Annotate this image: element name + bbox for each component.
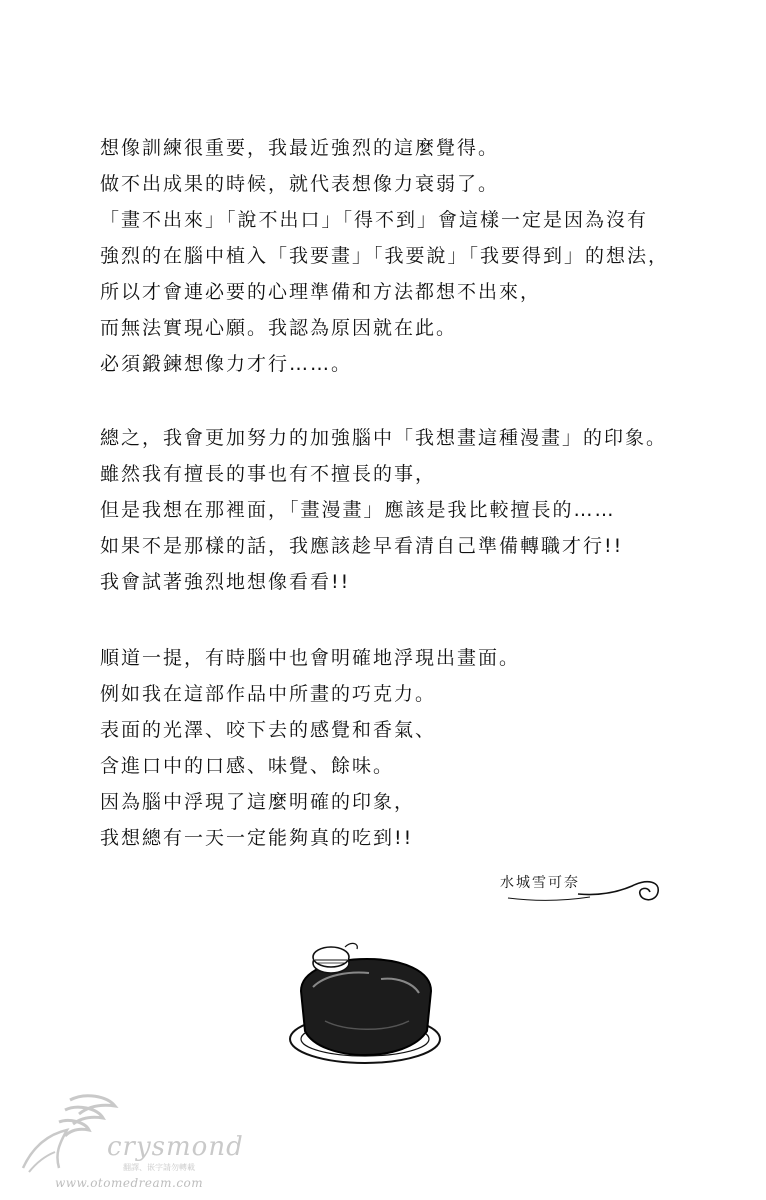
text-line: 順道一提，有時腦中也會明確地浮現出畫面。 xyxy=(100,647,521,669)
text-line: 含進口中的口感、味覺、餘味。 xyxy=(100,755,395,777)
text-line: 我會試著強烈地想像看看!! xyxy=(100,571,351,593)
watermark-url: www.otomedream.com xyxy=(55,1176,204,1190)
text-line: 所以才會連必要的心理準備和方法都想不出來， xyxy=(100,281,542,303)
text-line: 但是我想在那裡面，「畫漫畫」應該是我比較擅長的…… xyxy=(100,499,616,521)
text-line: 表面的光澤、咬下去的感覺和香氣、 xyxy=(100,719,437,741)
author-signature xyxy=(500,860,670,920)
text-line: 因為腦中浮現了這麼明確的印象， xyxy=(100,791,416,813)
text-line: 做不出成果的時候，就代表想像力衰弱了。 xyxy=(100,173,500,195)
text-line: 我想總有一天一定能夠真的吃到!! xyxy=(100,827,414,849)
signature-text: 水城雪可奈 xyxy=(500,875,580,891)
text-line: 而無法實現心願。我認為原因就在此。 xyxy=(100,317,458,339)
watermark-subtitle: 翻譯、嵌字請勿轉載 xyxy=(123,1163,195,1172)
text-line: 強烈的在腦中植入「我要畫」「我要說」「我要得到」的想法， xyxy=(100,245,670,267)
watermark-brand: crysmond xyxy=(107,1132,244,1162)
text-line: 總之，我會更加努力的加強腦中「我想畫這種漫畫」的印象。 xyxy=(100,427,668,449)
chocolate-cake-icon xyxy=(285,935,445,1070)
paragraph-1 xyxy=(100,130,700,382)
text-line: 「畫不出來」「說不出口」「得不到」會這樣一定是因為沒有 xyxy=(100,209,649,231)
paragraph-3 xyxy=(100,640,700,856)
text-line: 如果不是那樣的話，我應該趁早看清自己準備轉職才行!! xyxy=(100,535,624,557)
text-line: 想像訓練很重要，我最近強烈的這麼覺得。 xyxy=(100,137,500,159)
text-line: 例如我在這部作品中所畫的巧克力。 xyxy=(100,683,437,705)
text-line: 雖然我有擅長的事也有不擅長的事， xyxy=(100,463,437,485)
signature-flourish-icon xyxy=(500,860,670,920)
text-line: 必須鍛鍊想像力才行……。 xyxy=(100,353,353,375)
paragraph-2 xyxy=(100,420,700,600)
watermark xyxy=(15,1090,245,1195)
